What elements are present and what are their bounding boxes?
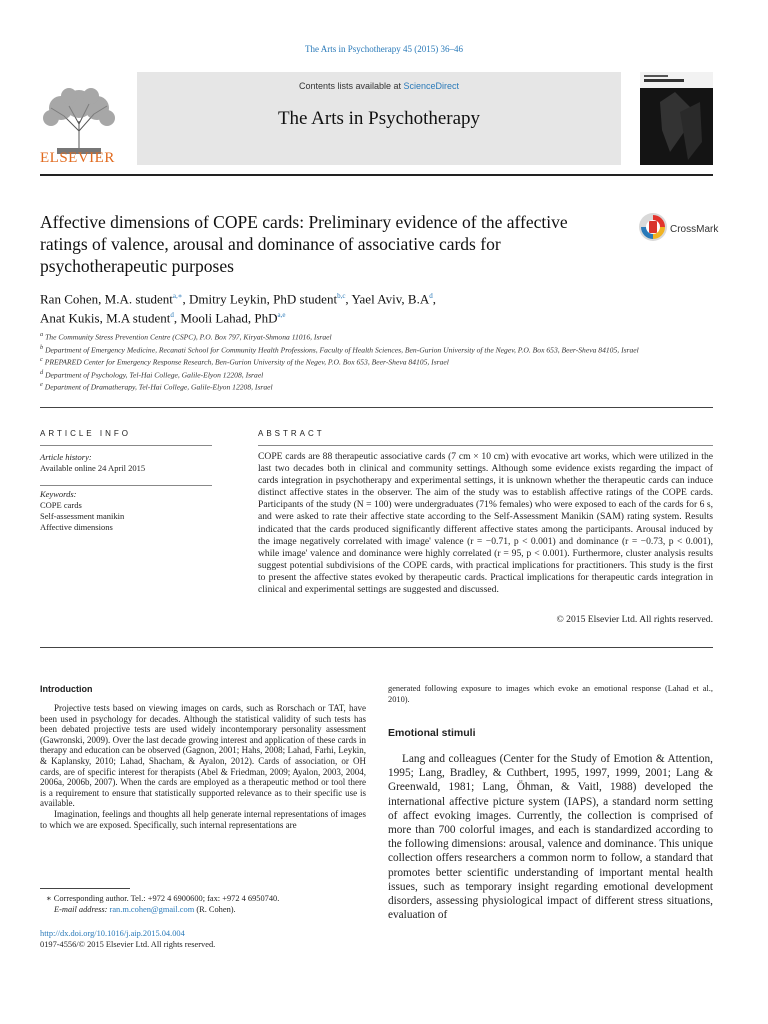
keywords-label: Keywords: xyxy=(40,489,77,499)
author-list xyxy=(40,288,660,327)
history-value: Available online 24 April 2015 xyxy=(40,463,146,473)
cover-title-strip xyxy=(640,72,713,88)
affiliations xyxy=(40,330,720,393)
abstract-heading: ABSTRACT xyxy=(258,429,325,438)
author-name: Mooli Lahad, PhD xyxy=(180,310,278,326)
author-name: Dmitry Leykin, PhD student xyxy=(189,291,338,307)
article-info-rule xyxy=(40,445,212,446)
keyword-item: Self-assessment manikin xyxy=(40,511,125,521)
author-affiliation-marker[interactable]: d xyxy=(170,311,174,320)
author-affiliation-marker[interactable]: b,c xyxy=(337,292,346,300)
author-separator: , xyxy=(173,310,181,326)
keyword-item: COPE cards xyxy=(40,500,82,510)
author-separator: , xyxy=(432,291,436,307)
introduction-heading: Introduction xyxy=(40,684,93,694)
email-suffix: (R. Cohen). xyxy=(194,905,236,914)
affiliation-item: $^c$ PREPARED Center for Emergency Response Research, Ben-Gurion University of the Negev, P.O. Box 653, Beer-Sheva 84105, Israel xyxy=(40,356,449,367)
keyword-item: Affective dimensions xyxy=(40,522,113,532)
section-rule xyxy=(40,407,713,408)
author-separator: , xyxy=(345,291,352,307)
doi-link[interactable]: http://dx.doi.org/10.1016/j.aip.2015.04.004 xyxy=(40,929,185,938)
continuation-text: generated following exposure to images which evoke an emotional response (Lahad et al., 2010). xyxy=(388,684,713,704)
author-affiliation-marker[interactable]: a,e xyxy=(277,311,286,320)
elsevier-wordmark: ELSEVIER xyxy=(40,150,115,166)
corresponding-author-footnote xyxy=(46,893,366,915)
emotional-stimuli-heading: Emotional stimuli xyxy=(388,727,476,739)
affiliation-item: $^e$ Department of Dramatherapy, Tel-Hai College, Galile-Elyon 12208, Israel xyxy=(40,381,273,392)
body-rule xyxy=(40,647,713,648)
abstract-text: COPE cards are 88 therapeutic associative cards (7 cm × 10 cm) with evocative art works, which were utilized in the last two decades both in clinical and community settings. Although some evidence exists regarding the impact of cards integration in psychotherapy and experimental settings, it is unknown whether the therapeutic cards can induce distinct affective states in the observer. The aim of the study was to establish affective ratings of the COPE cards. Participants of the study (N = 100) were undergraduates (71% females) who were exposed to each of the cards for 6 s, and were asked to rate their affective state according to the Self-Assessment Manikin (SAM) rating system. Results indicated that the cards produced significantly different affective states among the participants. Arousal induced by the image negatively correlated with image' valence (r = −0.71, p < 0.001) and dominance (r = −0.73, p < 0.001), while image' valence and dominance were highly correlated (r = 95, p < 0.001). Furthermore, cluster analysis results suggest potential subdivisions of the COPE cards, with practical implications for practitioners. This study is the first to present the affective states evoked by therapeutic cards. Practical implications for therapeutic cards integration in clinical and experimental settings are suggested and discussed. xyxy=(258,451,713,596)
crossmark-label[interactable]: CrossMark xyxy=(670,224,719,235)
contents-prefix: Contents lists available at xyxy=(298,81,404,91)
footnote-rule xyxy=(40,888,130,889)
emotional-paragraph: Lang and colleagues (Center for the Study of Emotion & Attention, 1995; Lang, Bradley, & Cuthbert, 1995, 1997, 1999, 2001; Lang & Greenwald, 1981; Lang, Öhman, & Vaitl, 1988) developed the international affective picture system (IAPS), a standard norm setting of affect evoking images. Currently, the collection is comprised of more than 700 colorful images, and each is standardized according to the following dimensions: arousal, valence and dominance. This unique collection offers researchers a common norm to follow, a standard that promotes better scientific understanding of important mental health issues, such as temporary insight regarding emotional development disorders, assessing physiological impact of different stress situations, evaluation of xyxy=(388,753,713,922)
affiliation-item: $^b$ Department of Emergency Medicine, Recanati School for Community Health Professions, Faculty of Health Sciences, Ben-Gurion University of the Negev, P.O. Box 653, Beer-Sheva 84105, Israel xyxy=(40,343,639,355)
crossmark-icon[interactable] xyxy=(638,212,668,242)
email-link[interactable]: ran.m.cohen@gmail.com xyxy=(109,905,195,914)
doi-block xyxy=(40,928,215,950)
emotional-stimuli-text xyxy=(388,752,713,922)
intro-paragraph: Imagination, feelings and thoughts all help generate internal representations of images to which we are exposed. Specifically, such internal representations are xyxy=(40,808,366,830)
journal-title[interactable]: The Arts in Psychotherapy xyxy=(277,108,481,129)
keywords-block xyxy=(40,489,124,533)
abstract-copyright: © 2015 Elsevier Ltd. All rights reserved. xyxy=(556,614,713,625)
corresponding-text: ∗ Corresponding author. Tel.: +972 4 6900600; fax: +972 4 6950740. xyxy=(46,894,280,903)
journal-reference[interactable]: The Arts in Psychotherapy 45 (2015) 36–46 xyxy=(305,44,463,54)
author-name: Anat Kukis, M.A student xyxy=(40,310,171,326)
issn-line: 0197-4556/© 2015 Elsevier Ltd. All rights reserved. xyxy=(40,940,216,949)
introduction-text xyxy=(40,703,366,830)
intro-paragraph: Projective tests based on viewing images on cards, such as Rorschach or TAT, have been used in psychology for decades. Although the statistical validity of such tests has been debated projective tests are used widely incontemporary personality assessment (Gawronski, 2009). Over the last decade growing interest and application of these cards in therapy and education can be observed (Gagnon, 2001; Hahs, 2008; Lahad, Farhi, Leykin, & Kaplansky, 2010; Lahad, Shacham, & Ayalon, 2012). Cards of association, or OH cards, are of specific interest for therapists (Abel & Friedman, 2009; Ayalon, 2003, 2004, 2006a, 2006b, 2007). When the cards are employed as a therapeutic method or tool there is a requirement to ensure that statistically supported relevance as to their specific use is available. xyxy=(40,703,366,809)
author-name: Ran Cohen, M.A. student xyxy=(40,291,173,307)
email-label: E-mail address: xyxy=(54,905,108,914)
contents-line xyxy=(137,81,621,91)
author-separator: , xyxy=(182,291,190,307)
abstract-rule xyxy=(258,445,713,446)
affiliation-item: $^a$ The Community Stress Prevention Centre (CSPC), P.O. Box 797, Kiryat-Shmona 11016, Israel xyxy=(40,331,332,342)
sciencedirect-link[interactable]: ScienceDirect xyxy=(403,81,460,91)
history-label: Article history: xyxy=(40,452,92,462)
article-history xyxy=(40,452,145,474)
article-info-heading: ARTICLE INFO xyxy=(40,429,131,438)
author-name: Yael Aviv, B.A xyxy=(351,291,430,307)
author-affiliation-marker[interactable]: a,∗ xyxy=(172,292,183,300)
affiliation-item: $^d$ Department of Psychology, Tel-Hai College, Galile-Elyon 12208, Israel xyxy=(40,368,264,380)
article-title: Affective dimensions of COPE cards: Preliminary evidence of the affective ratings of valence, arousal and dominance of associative cards for psychotherapeutic purposes xyxy=(40,212,568,276)
author-affiliation-marker[interactable]: d xyxy=(429,292,433,300)
header-rule xyxy=(40,174,713,176)
keywords-rule xyxy=(40,485,212,486)
